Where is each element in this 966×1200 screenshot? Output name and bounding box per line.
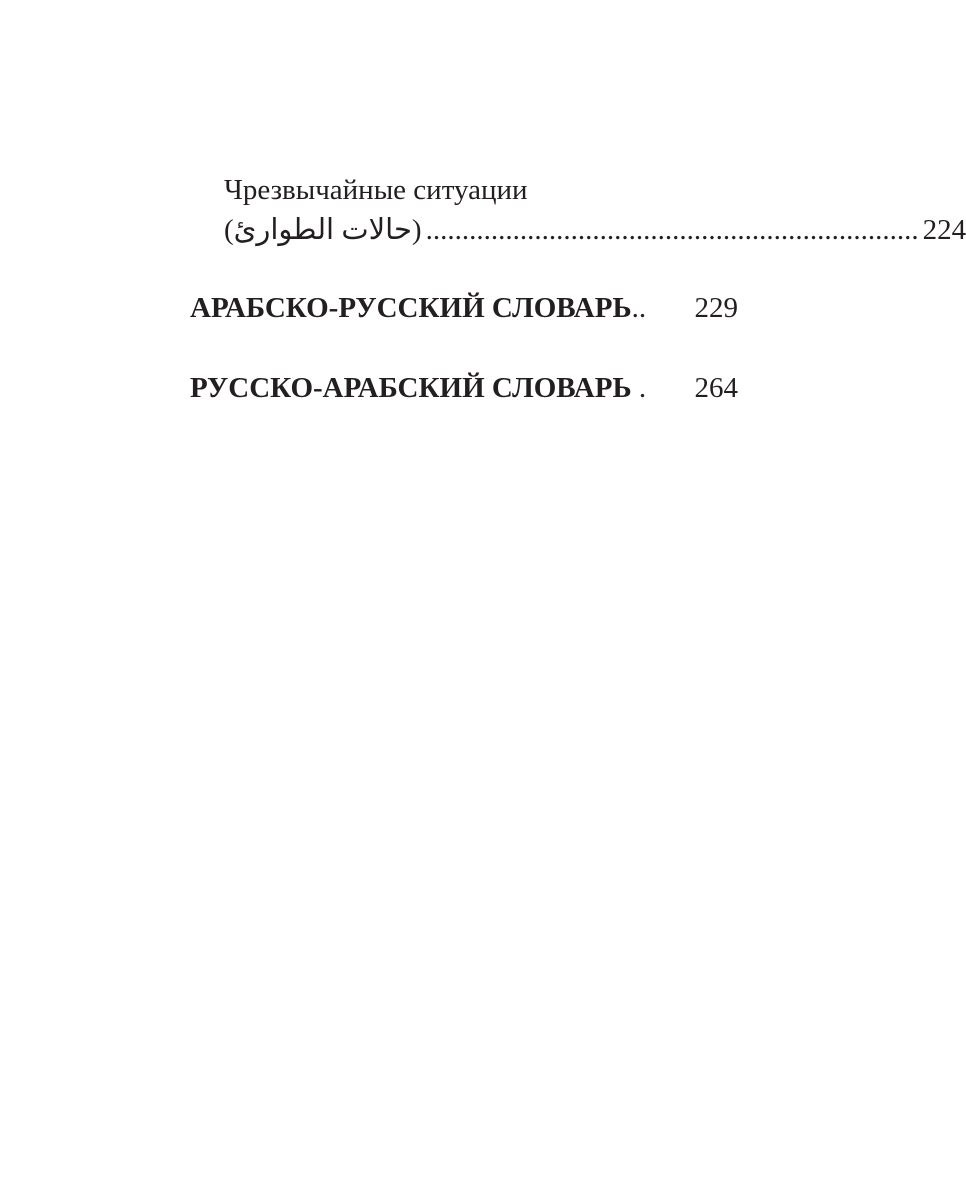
toc-page-number: 264 [694, 372, 738, 404]
toc-page-number: 229 [694, 292, 738, 324]
toc-entry-arabic-subtitle: (حالات الطوارئ) [224, 214, 422, 246]
toc-entry-russian-arabic-dictionary [190, 368, 738, 408]
toc-entry-line [190, 288, 738, 328]
toc-dot-leader: .. [631, 292, 647, 324]
toc-entry-title: РУССКО-АРАБСКИЙ СЛОВАРЬ [190, 372, 632, 404]
toc-entry-arabic-russian-dictionary [190, 288, 738, 328]
table-of-contents [190, 170, 966, 408]
toc-dot-leader: .................................................................... [425, 214, 919, 246]
toc-page-number: 224 [922, 214, 966, 246]
toc-dot-leader: . [631, 372, 647, 404]
toc-entry-title: АРАБСКО-РУССКИЙ СЛОВАРЬ [190, 292, 632, 324]
toc-entry-emergencies [190, 170, 966, 250]
toc-entry-line [224, 210, 966, 250]
toc-entry-line [190, 368, 738, 408]
toc-entry-title: Чрезвычайные ситуации [224, 174, 528, 206]
